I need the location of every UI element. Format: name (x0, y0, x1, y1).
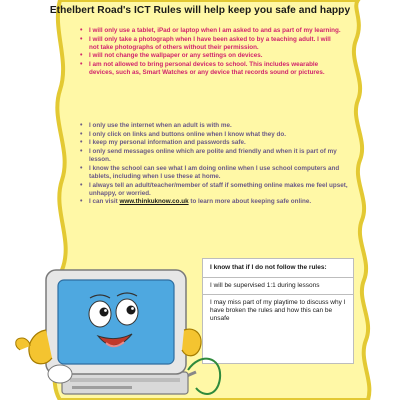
rule-item: • I will only use a tablet, iPad or laptop when I am asked to and as part of my learning. (80, 27, 342, 35)
rule-item: • I only send messages online which are polite and friendly and when it is part of my lesson. (80, 148, 352, 164)
rule-item: • I always tell an adult/teacher/member of staff if something online makes me feel upset, unhappy, or worried. (80, 182, 352, 198)
rule-item: • I know the school can see what I am doing online when I use school computers and tablets, including when I use these at home. (80, 165, 352, 181)
rule-item: • I only click on links and buttons online when I know what they do. (80, 131, 352, 139)
poster-title: Ethelbert Road's ICT Rules will help keep you safe and happy (49, 5, 351, 16)
device-rules-list (80, 27, 342, 78)
rule-text-before: I can visit (89, 198, 120, 206)
rule-item: • I will not change the wallpaper or any settings on devices. (80, 52, 342, 60)
rule-text-after: to learn more about keeping safe online. (188, 198, 312, 206)
rule-item: • I only use the internet when an adult is with me. (80, 122, 352, 130)
consequence-supervised: I will be supervised 1:1 during lessons (203, 278, 353, 295)
rule-item: • I will only take a photograph when I have been asked to by a teaching adult. I will not take photographs of others without their permission. (80, 36, 342, 52)
rule-item: • I am not allowed to bring personal devices to school. This includes wearable devices, such as, Smart Watches or any device that records sound or pictures. (80, 61, 342, 77)
consequence-playtime: I may miss part of my playtime to discuss why I have broken the rules and how this can be unsafe (210, 299, 346, 322)
consequences-heading: I know that if I do not follow the rules: (203, 259, 353, 278)
internet-rules-list (80, 122, 352, 207)
computer-mascot-illustration (0, 248, 230, 400)
thinkuknow-link[interactable]: www.thinkuknow.co.uk (119, 198, 189, 206)
rule-item: • I keep my personal information and passwords safe. (80, 139, 352, 147)
rule-item-thinkuknow (80, 198, 352, 206)
